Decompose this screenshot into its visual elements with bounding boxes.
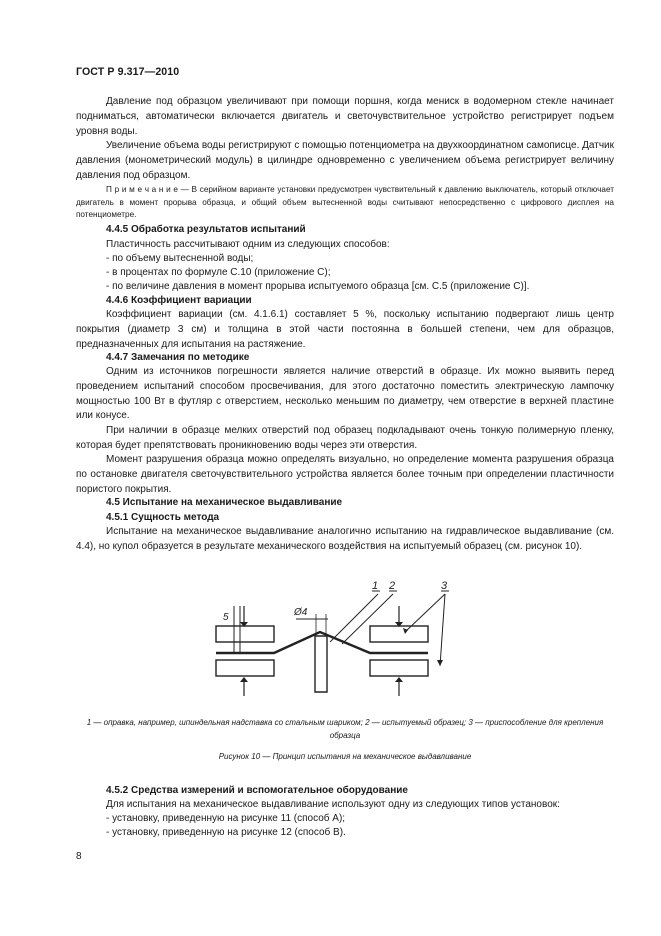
section-heading-4-4-5: 4.4.5 Обработка результатов испытаний [106, 224, 306, 235]
up-arrow-icon [240, 677, 248, 682]
paragraph: Увеличение объема воды регистрируют с помощью потенциометра на двухкоординатном самописце. Датчик давления (монометрический модуль) в цилиндре одновременно с увеличением объема регистрирует величину давления под образцом. [76, 140, 614, 181]
document-header: ГОСТ Р 9.317—2010 [76, 66, 180, 78]
paragraph: Одним из источников погрешности является наличие отверстий в образце. Их можно выявить перед проведением испытаний способом просвечивания, для этого достаточно поместить электрическую лампочку мощностью 100 Вт в футляр с отверстием, несколько меньшим по диаметру, чем отверстие в верхней пластине или конусе. [76, 366, 614, 422]
left-lower-clamp [216, 660, 274, 676]
section-heading-4-5-1: 4.5.1 Сущность метода [106, 512, 220, 523]
section-heading-4-4-7: 4.4.7 Замечания по методике [106, 352, 250, 363]
paragraph: Давление под образцом увеличивают при помощи поршня, когда мениск в водомерном стекле начинает подниматься, автоматически включается двигатель и светочувствительное устройство регистрирует подъем уровня воды. [76, 96, 614, 137]
paragraph: Коэффициент вариации (см. 4.1.6.1) составляет 5 %, поскольку испытанию подвергают лишь центр покрытия (диаметр 3 см) и толщина в этой части постоянна в большей степени, чем для образцов, предназначенных для испытания на растяжение. [76, 309, 614, 350]
right-upper-clamp [370, 626, 428, 642]
leader-arrow-icon [437, 660, 443, 666]
leader-arrow-icon [403, 628, 408, 634]
list-item: - по величине давления в момент прорыва испытуемого образца [см. С.5 (приложение С)]. [106, 281, 530, 292]
paragraph: Испытание на механическое выдавливание аналогично испытанию на гидравлическое выдавливание (см. 4.4), но купол образуется в результате механического воздействия на испытуемый образец (см. рисунок 10). [76, 526, 614, 552]
figure-legend: 1 — оправка, например, шпиндельная надставка со стальным шариком; 2 — испытуемый образец; 3 — приспособление для крепления образца [86, 718, 604, 740]
thickness-dimension: 5 [223, 612, 229, 623]
callout-2: 2 [389, 580, 396, 592]
page-number: 8 [76, 851, 82, 862]
section-heading-4-4-6: 4.4.6 Коэффициент вариации [106, 295, 252, 306]
section-heading-4-5-2: 4.5.2 Средства измерений и вспомогательное оборудование [106, 785, 408, 796]
diameter-dimension: Ø4 [294, 607, 308, 618]
list-item: - в процентах по формуле С.10 (приложение С); [106, 267, 331, 278]
paragraph: Пластичность рассчитывают одним из следующих способов: [106, 239, 390, 250]
list-item: - установку, приведенную на рисунке 12 (способ В). [106, 827, 346, 838]
figure-10-diagram [200, 574, 490, 699]
right-lower-clamp [370, 660, 428, 676]
section-heading-4-5: 4.5 Испытание на механическое выдавливание [106, 497, 343, 508]
callout-1: 1 [372, 580, 379, 592]
paragraph: Для испытания на механическое выдавливание используют одну из следующих типов установок: [106, 799, 560, 810]
paragraph: Момент разрушения образца можно определять визуально, но определение момента разрушения образца по остановке двигателя светочувствительного устройства является более точным при определении пластичности пористого покрытия. [76, 454, 614, 495]
callout-3: 3 [441, 580, 448, 592]
note: П р и м е ч а н и е — В серийном варианте установки предусмотрен чувствительный к давлению выключатель, который отключает двигатель в момент прорыва образца, и общий объем вытесненной воды считывают непосредственно с цифрового дисплея на потенциометре. [76, 185, 614, 220]
list-item: - установку, приведенную на рисунке 11 (способ А); [106, 813, 346, 824]
figure-caption: Рисунок 10 — Принцип испытания на механическое выдавливание [218, 752, 472, 761]
mandrel [315, 636, 327, 692]
up-arrow-icon [395, 677, 403, 682]
paragraph: При наличии в образце мелких отверстий под образец подкладывают очень тонкую полимерную пленку, которая будет препятствовать проникновению воды через эти отверстия. [76, 425, 614, 451]
left-upper-clamp [216, 626, 274, 642]
list-item: - по объему вытесненной воды; [106, 253, 254, 264]
